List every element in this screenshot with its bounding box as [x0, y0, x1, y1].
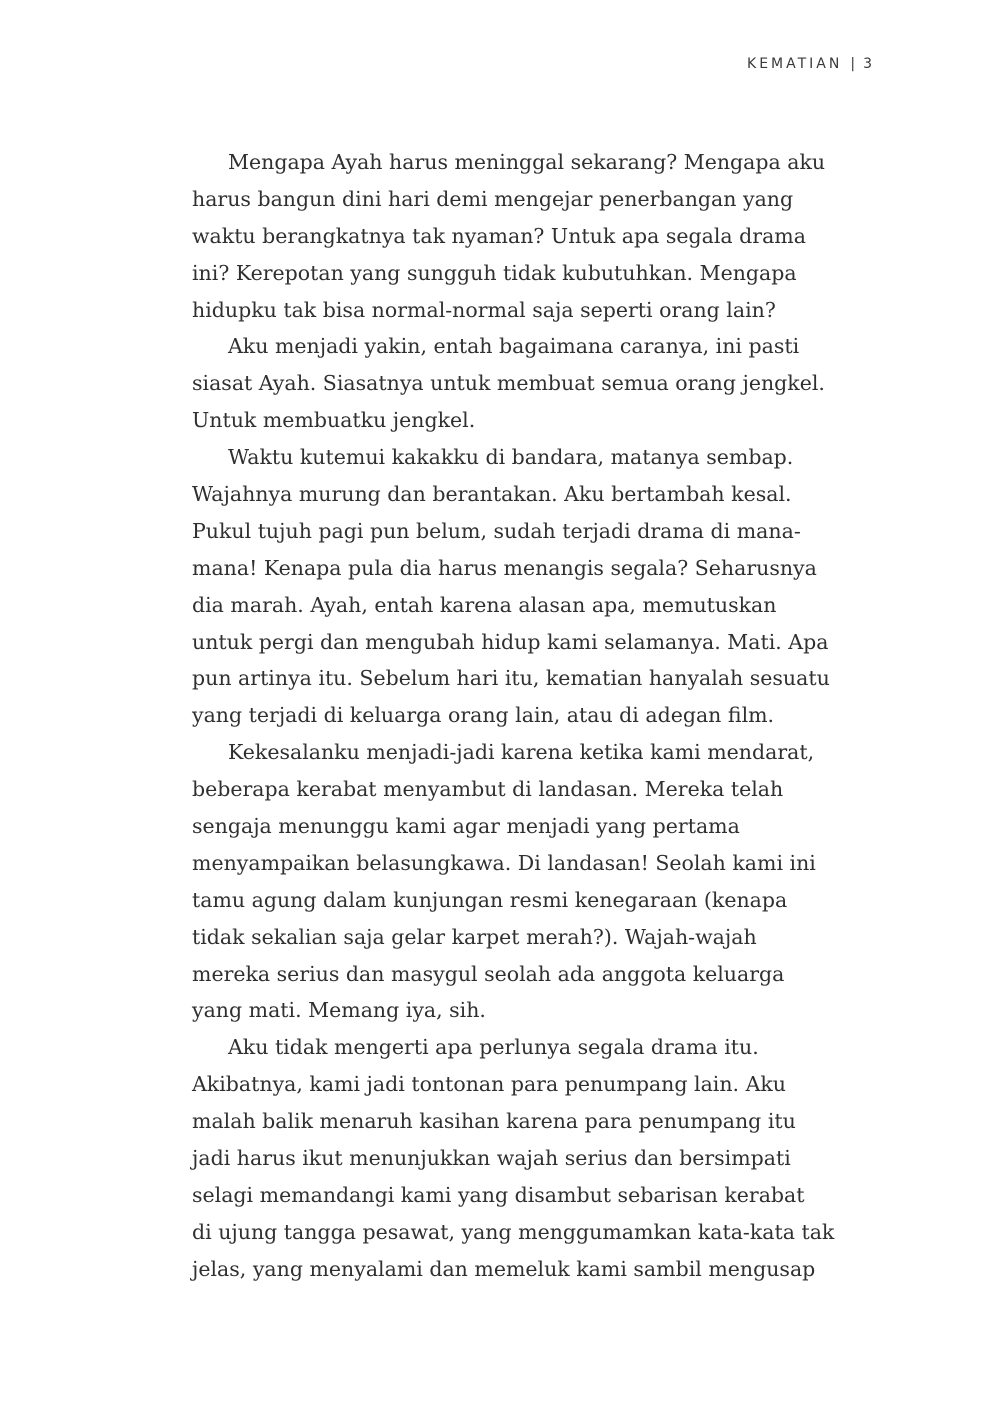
text-line: pun artinya itu. Sebelum hari itu, kematian hanyalah sesuatu — [192, 666, 830, 691]
text-line: malah balik menaruh kasihan karena para penumpang itu — [192, 1109, 796, 1134]
text-line: mereka serius dan masygul seolah ada anggota keluarga — [192, 961, 785, 986]
text-line: dia marah. Ayah, entah karena alasan apa, memutuskan — [192, 592, 777, 617]
text-line: tidak sekalian saja gelar karpet merah?). Wajah-wajah — [192, 924, 757, 949]
text-line: harus bangun dini hari demi mengejar penerbangan yang — [192, 186, 794, 211]
page-number: 3 — [863, 56, 872, 72]
text-line: siasat Ayah. Siasatnya untuk membuat semua orang jengkel. — [192, 371, 825, 396]
text-line: sengaja menunggu kami agar menjadi yang pertama — [192, 814, 740, 839]
text-line: Akibatnya, kami jadi tontonan para penumpang lain. Aku — [192, 1072, 787, 1097]
body-text — [192, 144, 882, 1288]
text-line: selagi memandangi kami yang disambut sebarisan kerabat — [192, 1182, 805, 1207]
text-line: hidupku tak bisa normal-normal saja seperti orang lain? — [192, 297, 776, 322]
text-line: Untuk membuatku jengkel. — [192, 408, 476, 433]
text-line: waktu berangkatnya tak nyaman? Untuk apa segala drama — [192, 223, 806, 248]
text-line: yang terjadi di keluarga orang lain, atau di adegan film. — [192, 703, 775, 728]
text-line: yang mati. Memang iya, sih. — [192, 998, 486, 1023]
chapter-title: KEMATIAN — [747, 56, 843, 72]
text-line: di ujung tangga pesawat, yang menggumamkan kata-kata tak — [192, 1219, 835, 1244]
text-line: menyampaikan belasungkawa. Di landasan! Seolah kami ini — [192, 850, 816, 875]
text-line: beberapa kerabat menyambut di landasan. Mereka telah — [192, 777, 784, 802]
text-line: ini? Kerepotan yang sungguh tidak kubutuhkan. Mengapa — [192, 260, 797, 285]
text-line: untuk pergi dan mengubah hidup kami selamanya. Mati. Apa — [192, 629, 829, 654]
text-line: Aku tidak mengerti apa perlunya segala drama itu. — [228, 1035, 759, 1060]
header-separator: | — [850, 56, 856, 72]
paragraph-5 — [192, 1029, 882, 1287]
text-line: Aku menjadi yakin, entah bagaimana caranya, ini pasti — [228, 334, 800, 359]
text-line: mana! Kenapa pula dia harus menangis segala? Seharusnya — [192, 555, 817, 580]
text-line: Waktu kutemui kakakku di bandara, matanya sembap. — [228, 445, 794, 470]
text-line: tamu agung dalam kunjungan resmi kenegaraan (kenapa — [192, 887, 788, 912]
paragraph-1 — [192, 144, 882, 328]
paragraph-4 — [192, 734, 882, 1029]
text-line: Mengapa Ayah harus meninggal sekarang? Mengapa aku — [228, 150, 826, 174]
paragraph-2 — [192, 328, 882, 439]
text-line: jadi harus ikut menunjukkan wajah serius dan bersimpati — [192, 1146, 791, 1171]
running-header — [747, 56, 872, 72]
text-line: Kekesalanku menjadi-jadi karena ketika kami mendarat, — [228, 740, 815, 765]
text-line: Pukul tujuh pagi pun belum, sudah terjadi drama di mana- — [192, 518, 801, 543]
text-line: jelas, yang menyalami dan memeluk kami sambil mengusap — [192, 1256, 816, 1281]
text-line: Wajahnya murung dan berantakan. Aku bertambah kesal. — [192, 482, 792, 507]
paragraph-3 — [192, 439, 882, 734]
